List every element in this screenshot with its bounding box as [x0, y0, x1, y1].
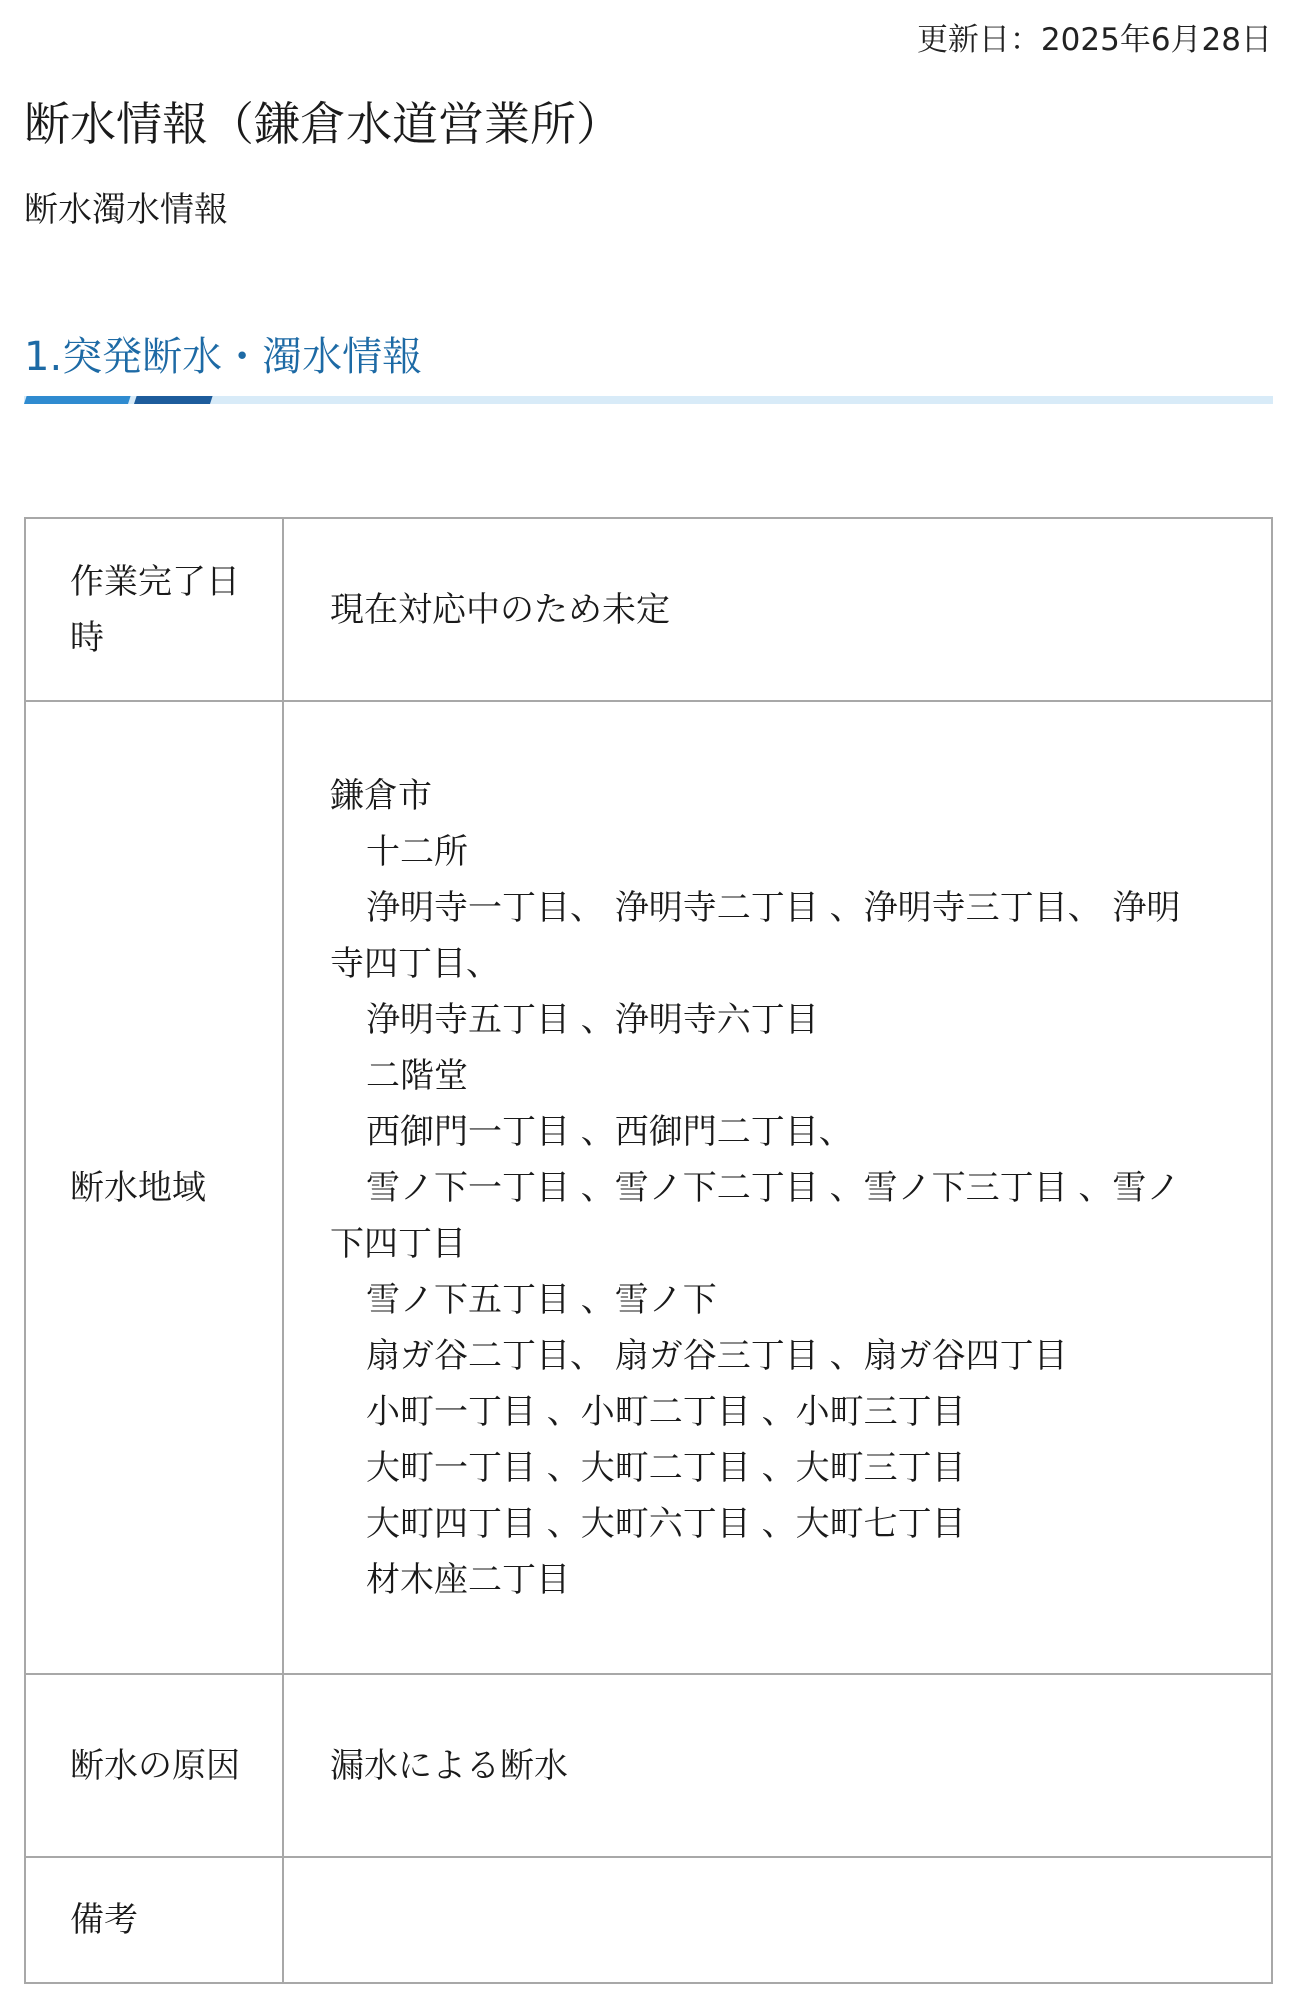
area-line: 鎌倉市 — [330, 775, 432, 816]
remarks-value — [283, 1857, 1272, 1983]
underline-accent-dark — [134, 396, 213, 404]
area-line: 雪ノ下五丁目 、雪ノ下 — [366, 1279, 717, 1320]
area-line: 材木座二丁目 — [366, 1559, 570, 1600]
area-line: 十二所 — [366, 831, 468, 872]
area-line: 浄明寺五丁目 、浄明寺六丁目 — [366, 999, 819, 1040]
cause-label: 断水の原因 — [25, 1674, 283, 1857]
table-row-area — [25, 701, 1272, 1674]
completion-value: 現在対応中のため未定 — [283, 518, 1272, 701]
underline-accent-light — [24, 396, 131, 404]
area-line: 西御門一丁目 、西御門二丁目、 — [366, 1111, 853, 1152]
area-value — [283, 701, 1272, 1674]
area-label: 断水地域 — [25, 701, 283, 1674]
area-line: 小町一丁目 、小町二丁目 、小町三丁目 — [366, 1391, 966, 1432]
area-line: 扇ガ谷二丁目、 扇ガ谷三丁目 、扇ガ谷四丁目 — [366, 1335, 1068, 1376]
area-line: 雪ノ下一丁目 、雪ノ下二丁目 、雪ノ下三丁目 、雪ノ下四丁目 — [330, 1167, 1181, 1264]
section-heading-underline — [24, 396, 1273, 404]
area-line: 浄明寺一丁目、 浄明寺二丁目 、浄明寺三丁目、 浄明寺四丁目、 — [330, 887, 1181, 984]
page-title: 断水情報（鎌倉水道営業所） — [24, 97, 622, 151]
section-heading: 1.突発断水・濁水情報 — [24, 334, 423, 380]
table-row-completion — [25, 518, 1272, 701]
completion-label: 作業完了日時 — [25, 518, 283, 701]
table-row-remarks — [25, 1857, 1272, 1983]
area-line: 大町一丁目 、大町二丁目 、大町三丁目 — [366, 1447, 966, 1488]
cause-value: 漏水による断水 — [283, 1674, 1272, 1857]
remarks-label: 備考 — [25, 1857, 283, 1983]
area-line: 二階堂 — [366, 1055, 468, 1096]
page-subtitle: 断水濁水情報 — [24, 190, 228, 230]
outage-info-table — [24, 517, 1273, 1984]
area-list — [330, 768, 1201, 1608]
table-row-cause — [25, 1674, 1272, 1857]
updated-date: 更新日：2025年6月28日 — [916, 22, 1272, 58]
area-line: 大町四丁目 、大町六丁目 、大町七丁目 — [366, 1503, 966, 1544]
